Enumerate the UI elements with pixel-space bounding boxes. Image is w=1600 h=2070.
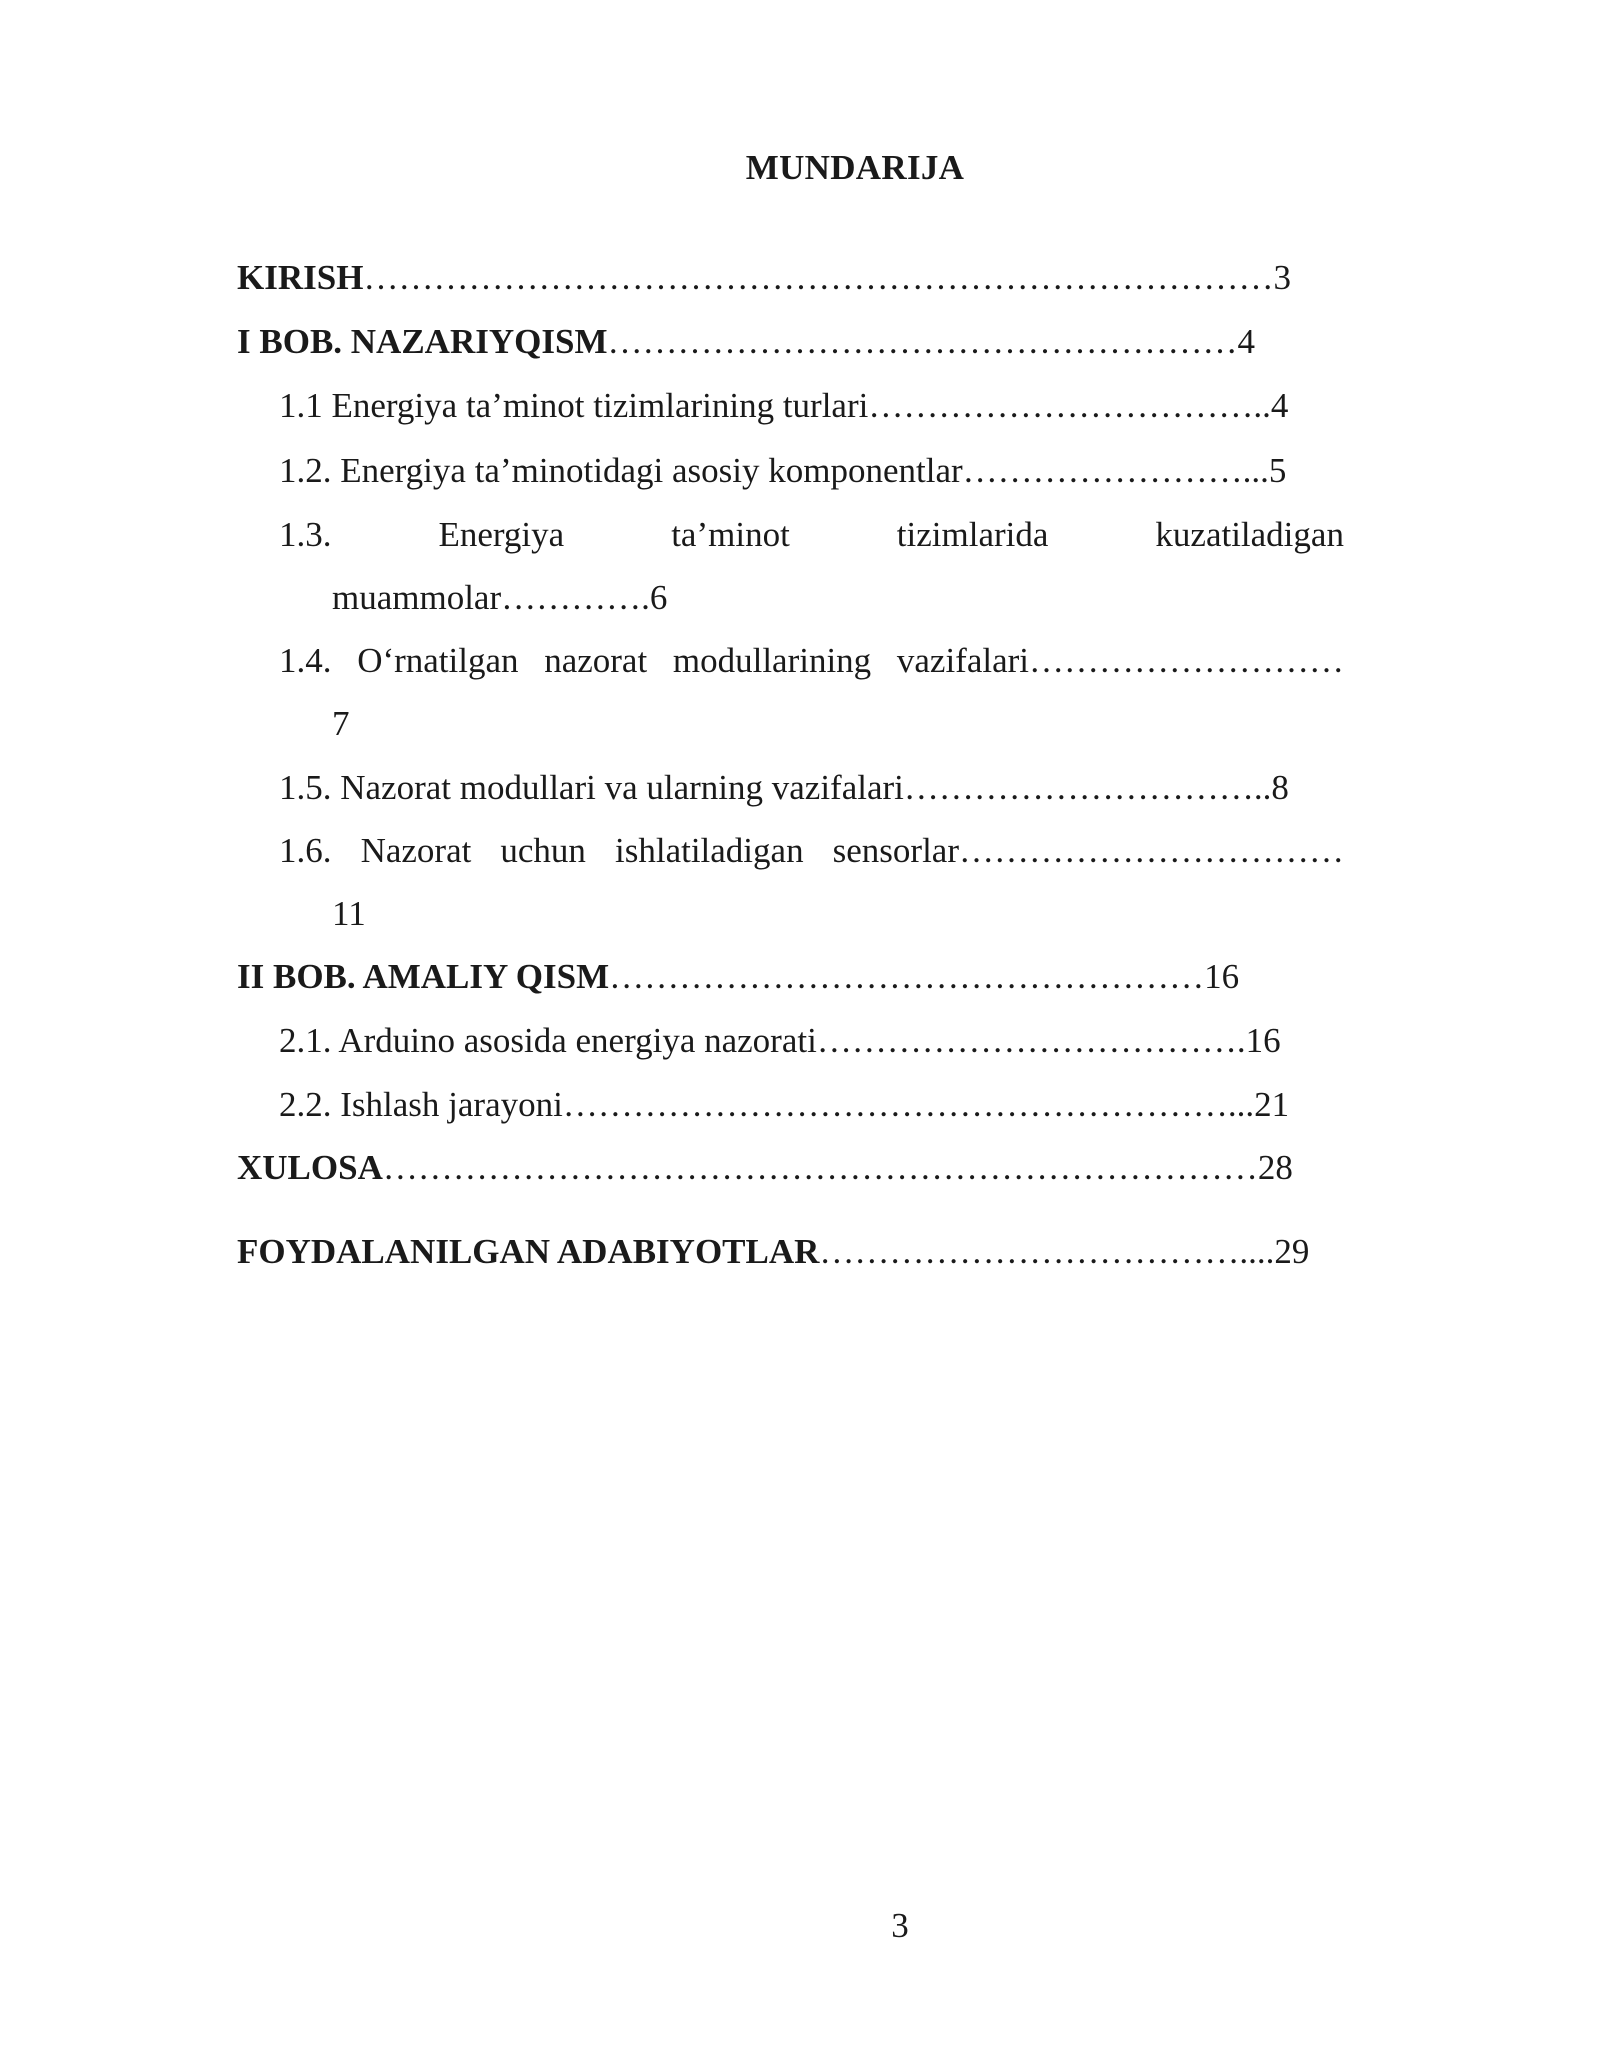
toc-word: nazorat [544,641,648,680]
toc-word: ta’minot [671,515,790,554]
toc-page-number: ..29 [1256,1232,1310,1271]
page-title: MUNDARIJA [745,148,965,187]
toc-entry-2-1 [279,1021,1281,1061]
toc-entry-2-2 [279,1085,1289,1125]
toc-entry-1-4 [279,641,1344,681]
toc-entry-title: II BOB. AMALIY QISM [237,957,610,996]
toc-entry-1-1 [279,386,1288,426]
toc-entry-1-6 [279,831,1344,871]
toc-entry-kirish [237,258,1291,298]
toc-entry-1-3-continuation: muammolar………….6 [332,578,668,617]
toc-page-number: 8 [1271,768,1289,807]
toc-entry-title: 2.1. Arduino asosida energiya nazorati [279,1021,817,1060]
toc-entry-title: 1.2. Energiya ta’minotidagi asosiy komponentlar [279,451,963,490]
toc-leader-dots: ………………………………. [816,1021,1246,1060]
toc-word: tizimlarida [896,515,1049,554]
toc-entry-title: 2.2. Ishlash jarayoni [279,1085,563,1124]
toc-word: vazifalari……………………… [896,641,1344,680]
toc-leader-dots: ……………………... [962,451,1269,490]
toc-word: kuzatiladigan [1155,515,1344,554]
toc-page-number: 16 [1204,957,1240,996]
toc-entry-title: 1.1 Energiya ta’minot tizimlarining turlari [279,386,869,425]
toc-entry-1-4-continuation: 7 [332,704,350,743]
toc-leader-dots: …………………………….. [868,386,1271,425]
toc-leader-dots: ………………………………………………………………… [382,1148,1258,1187]
toc-word: sensorlar…………………………… [832,831,1344,870]
toc-page-number: 28 [1257,1148,1293,1187]
toc-page-number: 5 [1268,451,1287,490]
toc-entry-xulosa [237,1148,1293,1188]
toc-entry-1-5 [279,768,1289,808]
toc-leader-dots: …………………………………………………………………… [363,258,1274,297]
toc-word: O‘rnatilgan [357,641,519,680]
toc-word: ishlatiladigan [615,831,804,870]
toc-entry-title: XULOSA [237,1148,383,1187]
toc-leader-dots: ……………………………….. [819,1232,1257,1271]
toc-entry-chapter-1 [237,322,1255,362]
toc-leader-dots: ………………………….. [903,768,1272,807]
toc-word: Nazorat [360,831,472,870]
toc-entry-1-3 [279,515,1344,555]
toc-word: 1.3. [279,515,332,554]
toc-entry-title: I BOB. NAZARIYQISM [237,322,608,361]
toc-word: 1.6. [279,831,332,870]
toc-entry-title: 1.5. Nazorat modullari va ularning vazifalari [279,768,904,807]
toc-entry-references [237,1232,1309,1272]
toc-entry-title: FOYDALANILGAN ADABIYOTLAR [237,1232,820,1271]
toc-page-number: 4 [1237,322,1255,361]
toc-entry-chapter-2 [237,957,1239,997]
toc-entry-title: KIRISH [237,258,364,297]
toc-page-number: 4 [1270,386,1289,425]
toc-word: modullarining [672,641,872,680]
toc-leader-dots: ……………………………………………… [607,322,1238,361]
page-number: 3 [891,1906,909,1945]
toc-leader-dots: …………………………………………… [609,957,1205,996]
toc-page-number: 16 [1245,1021,1281,1060]
toc-word: 1.4. [279,641,332,680]
toc-word: Energiya [438,515,565,554]
toc-leader-dots: …………………………………………………... [562,1085,1255,1124]
toc-page-number: 21 [1254,1085,1290,1124]
toc-entry-1-6-continuation: 11 [332,894,366,933]
toc-page-number: 3 [1273,258,1291,297]
toc-entry-1-2 [279,451,1286,491]
toc-word: uchun [500,831,586,870]
